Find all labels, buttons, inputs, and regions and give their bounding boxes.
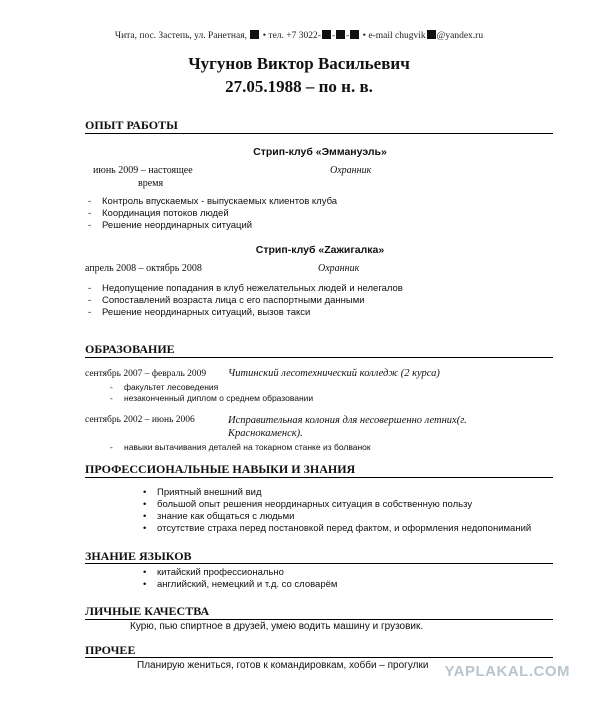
section-divider [85,133,553,134]
section-divider [85,619,553,620]
education-details [110,382,313,404]
education-period: сентябрь 2007 – февраль 2009 [85,369,207,379]
section-divider [85,477,553,478]
section-divider [85,563,553,564]
list-item: - Решение неординарных ситуаций [88,220,337,232]
section-title-experience: ОПЫТ РАБОТЫ [85,118,178,132]
job-period: апрель 2008 – октябрь 2008 [85,263,202,274]
address-text: Чита, пос. Застепь, ул. Ранетная, [114,31,247,41]
job-company: Стрип-клуб «Эммануэль» [253,146,387,158]
list-item: • Приятный внешний вид [143,487,531,499]
section-title-personal: ЛИЧНЫЕ КАЧЕСТВА [85,604,210,618]
education-details [110,442,371,453]
job-company: Стрип-клуб «Zажигалка» [255,244,385,256]
list-item: • китайский профессионально [143,567,337,579]
list-item: - незаконченный диплом о среднем образовании [110,393,313,404]
personal-text: Курю, пью спиртное в друзей, умею водить машину и грузовик. [130,621,424,632]
site-watermark: YAPLAKAL.COM [444,663,570,680]
education-school: Исправительная колония для несовершенно летних(г. [228,415,467,426]
contact-line: Чита, пос. Застепь, ул. Ранетная, • тел. +7 3022- - - • e-mail chugvik @yandex.ru [114,31,484,41]
job-role: Охранник [330,165,372,176]
job-period-cont: время [138,178,164,189]
list-item: - навыки вытачивания деталей на токарном станке из болванок [110,442,371,453]
list-item: • отсутствие страха перед постановкой перед фактом, и оформления недопониманий [143,523,531,535]
education-school: Читинский лесотехнический колледж (2 курса) [228,368,440,379]
list-item: • большой опыт решения неординарных ситуация в собственную пользу [143,499,531,511]
section-divider [85,357,553,358]
section-title-other: ПРОЧЕЕ [85,643,136,657]
email-domain: @yandex.ru [436,31,484,41]
candidate-name: Чугунов Виктор Васильевич [188,54,410,73]
list-item: - факультет лесоведения [110,382,313,393]
list-item: - Решение неординарных ситуаций, вызов такси [88,307,403,319]
section-title-skills: ПРОФЕССИОНАЛЬНЫЕ НАВЫКИ И ЗНАНИЯ [85,462,356,476]
redaction-mark [350,30,359,39]
list-item: • английский, немецкий и т.д. со словарём [143,579,337,591]
job-period: июнь 2009 – настоящее [93,165,193,176]
job-role: Охранник [318,263,360,274]
section-title-languages: ЗНАНИЕ ЯЗЫКОВ [85,549,192,563]
list-item: - Недопущение попадания в клуб нежелательных людей и нелегалов [88,283,403,295]
redaction-mark [427,30,436,39]
date-of-birth: 27.05.1988 – по н. в. [225,77,373,96]
education-period: сентябрь 2002 – июнь 2006 [85,415,195,425]
section-divider [85,657,553,658]
phone-text: • тел. +7 3022- [262,31,321,41]
languages-list [143,567,337,591]
list-item: - Координация потоков людей [88,208,337,220]
list-item: - Сопоставлений возраста лица с его паспортными данными [88,295,403,307]
job-duties [88,283,403,319]
list-item: - Контроль впускаемых - выпускаемых клиентов клуба [88,196,337,208]
education-school-cont: Краснокаменск). [228,428,303,439]
other-text: Планирую жениться, готов к командировкам, хобби – прогулки [137,660,429,671]
section-title-education: ОБРАЗОВАНИЕ [85,342,175,356]
redaction-mark [336,30,345,39]
skills-list [143,487,531,535]
redaction-mark [250,30,259,39]
job-duties [88,196,337,232]
list-item: • знание как общаться с людьми [143,511,531,523]
redaction-mark [322,30,331,39]
email-text: • e-mail chugvik [362,31,426,41]
